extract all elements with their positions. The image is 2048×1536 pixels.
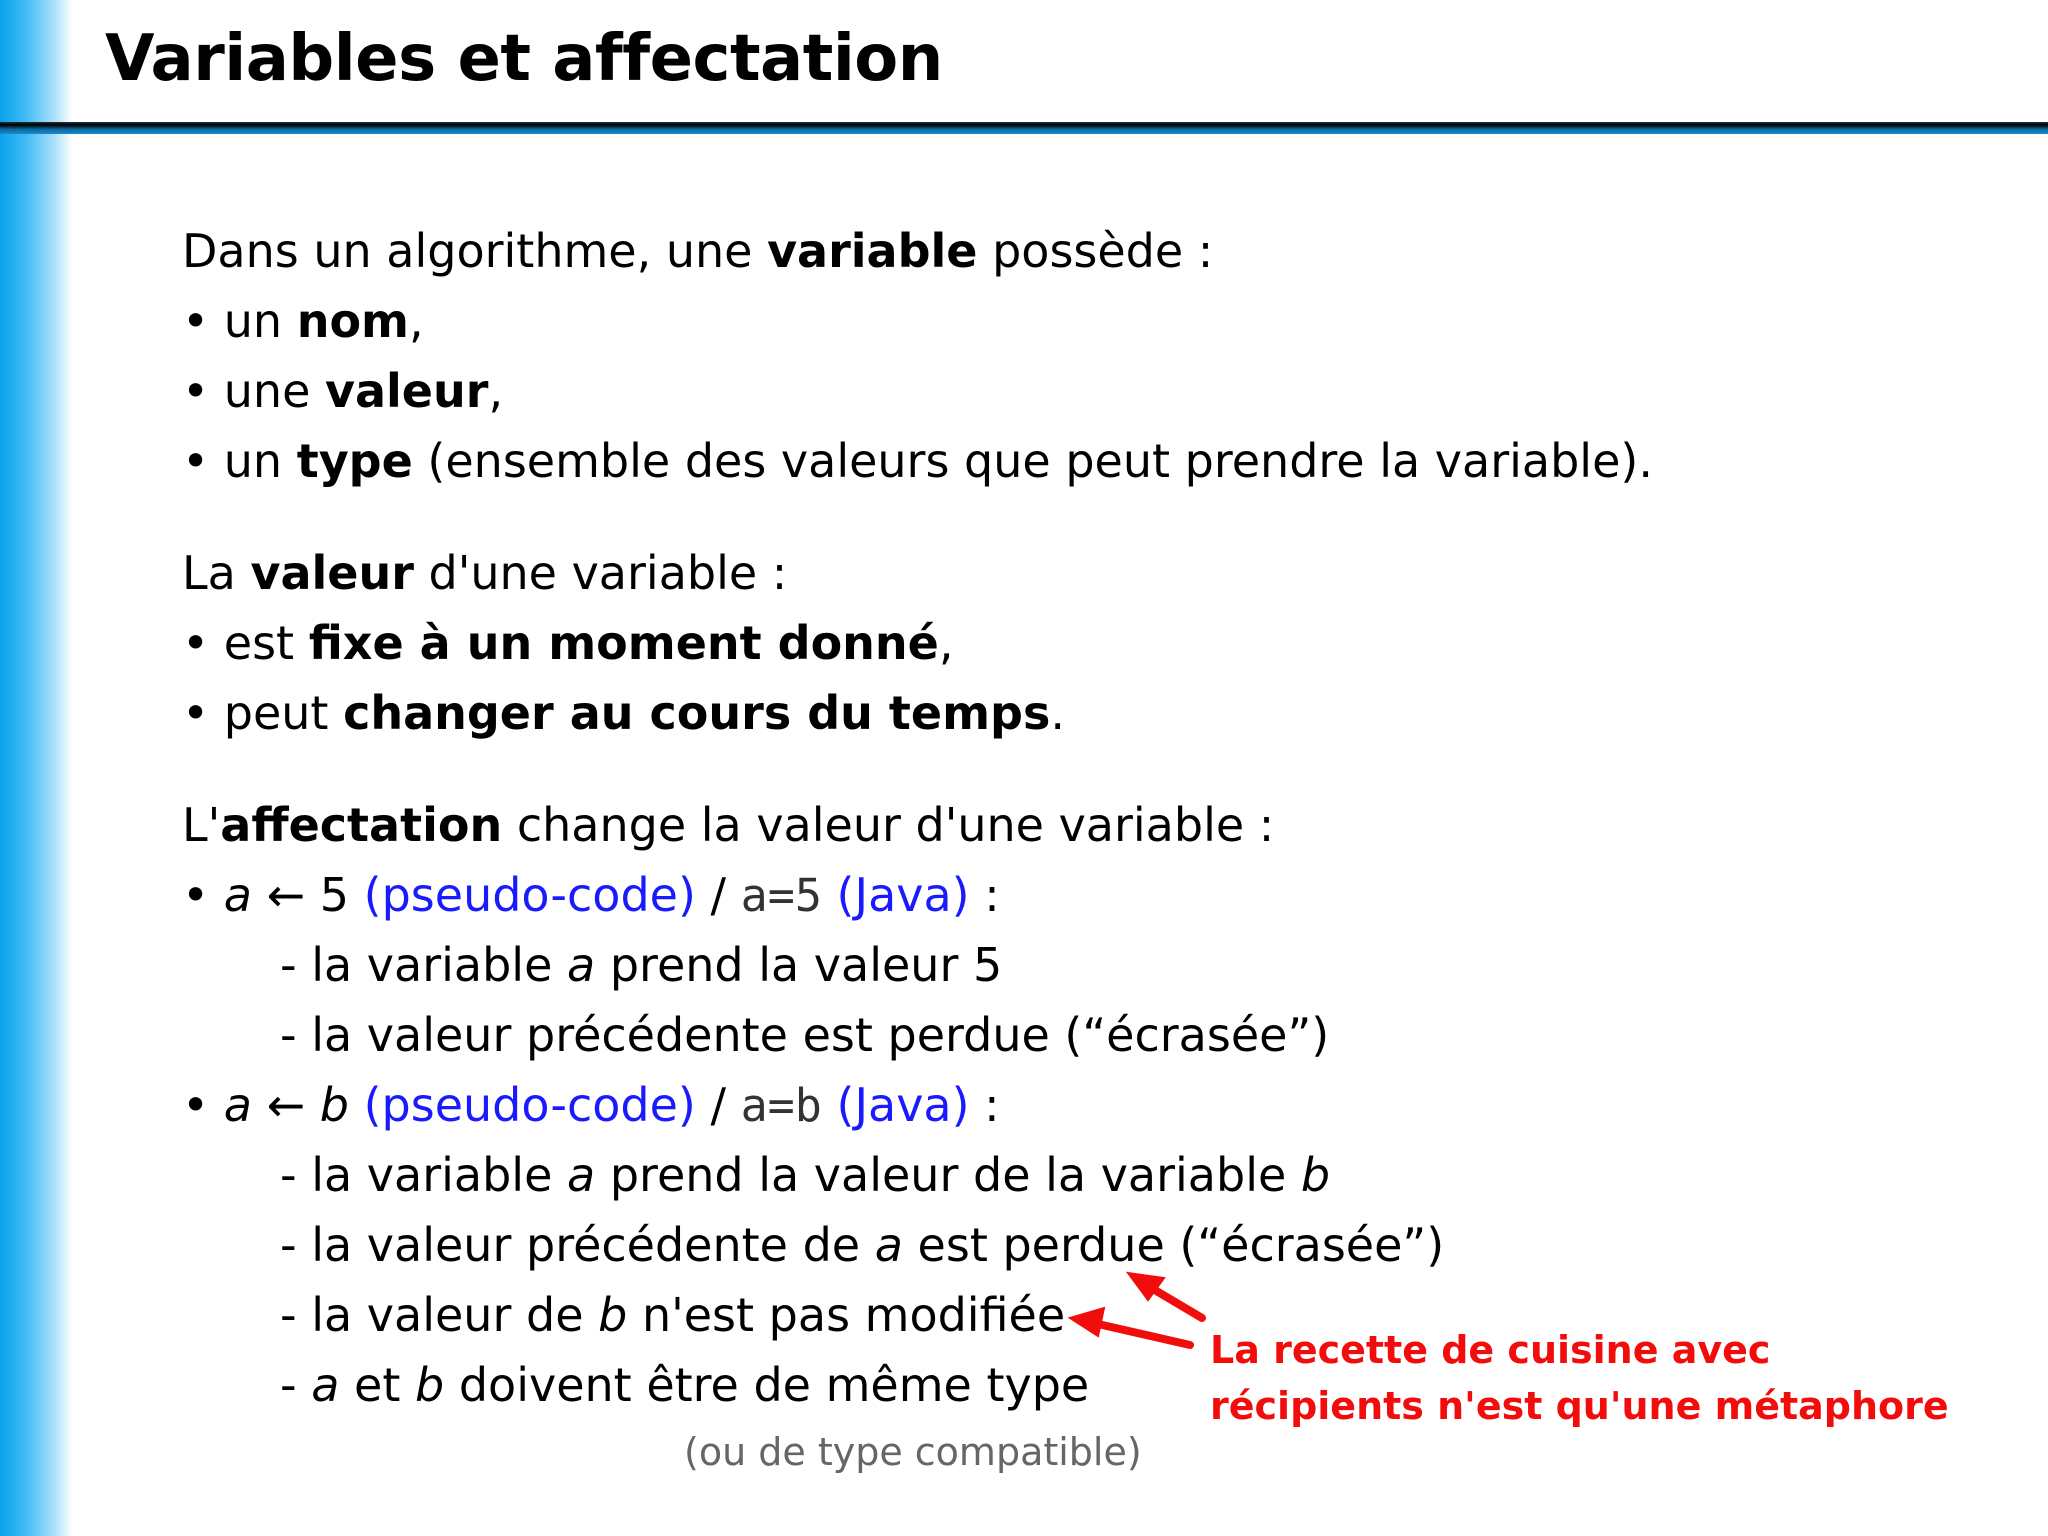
text: - (280, 1358, 312, 1412)
assign-arrow: ← 5 (251, 868, 364, 922)
separator: / (695, 868, 741, 922)
bullet-dot: • (182, 294, 210, 348)
term-nom: nom (296, 294, 409, 348)
text: prend la valeur de la variable (595, 1148, 1301, 1202)
slide-title: Variables et affectation (105, 22, 943, 96)
text: . (1050, 686, 1065, 740)
var-b: b (598, 1288, 628, 1342)
text: - la variable (280, 938, 568, 992)
arrowhead-to-modifiee (1070, 1308, 1104, 1336)
text: doivent être de même type (444, 1358, 1090, 1412)
text: - la valeur précédente est perdue (“écrasée”) (280, 1008, 1330, 1062)
text: , (938, 616, 954, 670)
text: n'est pas modifiée (627, 1288, 1066, 1342)
var-b: b (1300, 1148, 1331, 1202)
bullet-dot: • (182, 434, 210, 488)
text: - la variable (280, 1148, 568, 1202)
bullet-dot: • (182, 616, 210, 670)
var-b: b (319, 1078, 349, 1132)
text: d'une variable : (413, 546, 788, 600)
text: L' (182, 798, 221, 852)
text: change la valeur d'une variable : (502, 798, 1275, 852)
arrow-to-perdue (1148, 1286, 1202, 1318)
text: est (209, 616, 309, 670)
term-fixe: fixe à un moment donné (308, 616, 939, 670)
term-variable: variable (767, 224, 978, 278)
arrow-to-modifiee (1098, 1324, 1190, 1345)
var-a: a (874, 1218, 903, 1272)
var-a: a (567, 1148, 596, 1202)
annotation-line-2: récipients n'est qu'une métaphore (1210, 1384, 1949, 1428)
text: est perdue (“écrasée”) (902, 1218, 1445, 1272)
text: (ensemble des valeurs que peut prendre la variable). (412, 434, 1653, 488)
text: et (339, 1358, 416, 1412)
term-valeur: valeur (325, 364, 489, 418)
bullet-dot: • (182, 686, 210, 740)
text: possède : (977, 224, 1214, 278)
java-code: a=5 (740, 869, 822, 922)
text: : (969, 868, 1000, 922)
text: - la valeur précédente de (280, 1218, 875, 1272)
compatible-type-note: (ou de type compatible) (684, 1430, 1142, 1474)
var-a: a (223, 868, 252, 922)
text: peut (209, 686, 344, 740)
text: La (182, 546, 251, 600)
bullet-dot: • (182, 364, 210, 418)
var-b: b (415, 1358, 445, 1412)
bullet-dot: • (182, 868, 210, 922)
pseudo-code-label: (pseudo-code) (363, 868, 696, 922)
text: prend la valeur 5 (595, 938, 1003, 992)
term-type: type (296, 434, 413, 488)
pseudo-code-label: (pseudo-code) (348, 1078, 696, 1132)
text: un (209, 294, 297, 348)
var-a: a (223, 1078, 252, 1132)
text: Dans un algorithme, une (182, 224, 768, 278)
separator: / (695, 1078, 741, 1132)
var-a: a (311, 1358, 340, 1412)
java-label: (Java) (821, 1078, 970, 1132)
assign-arrow: ← (251, 1078, 320, 1132)
term-changer: changer au cours du temps (343, 686, 1051, 740)
text: une (209, 364, 325, 418)
text: un (209, 434, 297, 488)
java-code: a=b (740, 1079, 822, 1132)
bullet-dot: • (182, 1078, 210, 1132)
text: - la valeur de (280, 1288, 599, 1342)
java-label: (Java) (821, 868, 970, 922)
text: , (488, 364, 504, 418)
annotation-line-1: La recette de cuisine avec (1210, 1328, 1771, 1372)
term-valeur: valeur (250, 546, 414, 600)
term-affectation: affectation (220, 798, 503, 852)
text: , (409, 294, 424, 348)
text: : (969, 1078, 1000, 1132)
var-a: a (567, 938, 596, 992)
